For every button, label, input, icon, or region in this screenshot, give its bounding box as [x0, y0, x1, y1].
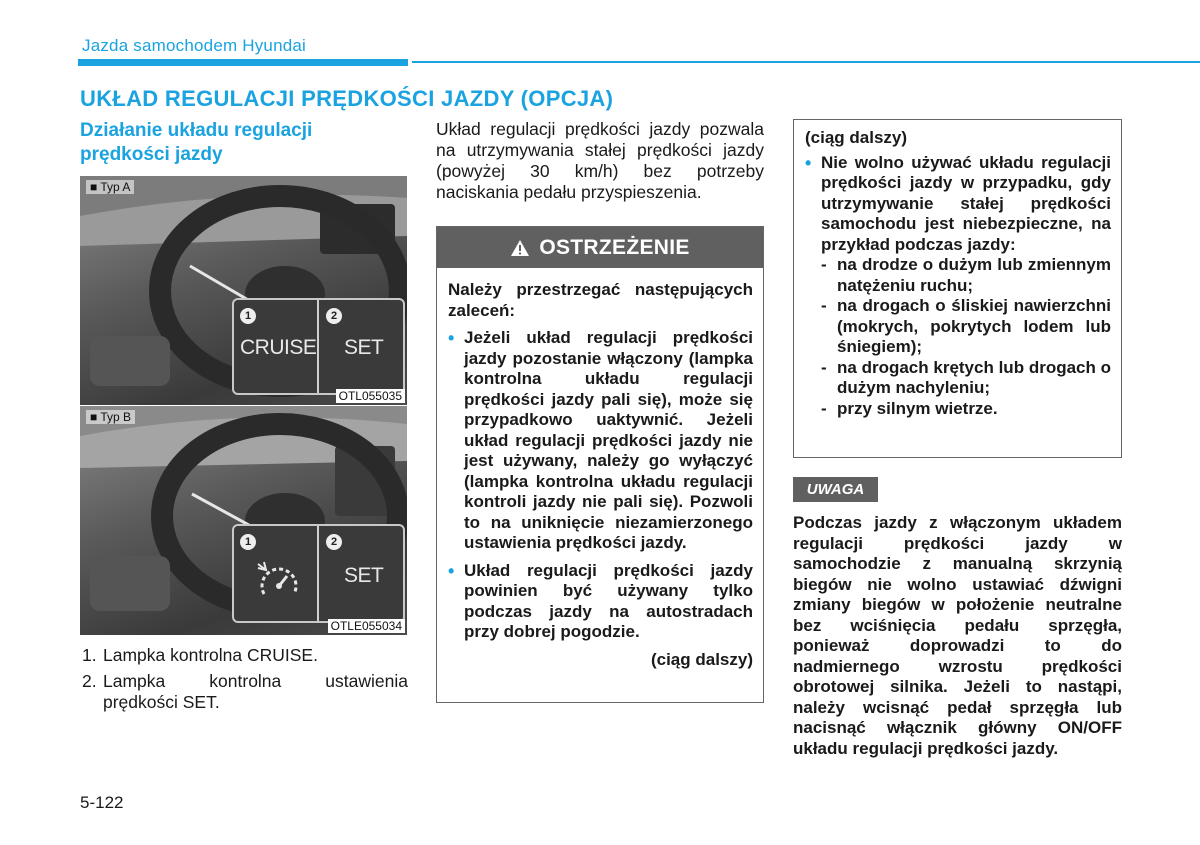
cruise-speedometer-icon: [254, 556, 304, 606]
figure-code: OTLE055034: [328, 619, 405, 633]
warning-header: [437, 227, 763, 268]
callout-1: 1: [240, 534, 256, 550]
warning-bullet: • Nie wolno używać układu regulacji prędkości jazdy w przypadku, gdy utrzymywanie stałej prędkości samochodu jest niebezpieczne, na przykład podczas jazdy:: [805, 152, 1111, 254]
indicator-list: [82, 645, 408, 718]
callout-2: 2: [326, 308, 342, 324]
set-indicator: SET: [344, 564, 384, 587]
page-number: 5-122: [80, 793, 124, 812]
indicator-inset-b: [232, 524, 405, 623]
uwaga-badge: UWAGA: [793, 477, 878, 502]
inset-divider: [317, 300, 319, 393]
figure-type-b: [80, 406, 407, 635]
bullet-dot: •: [448, 328, 455, 348]
warning-lead: Należy przestrzegać następujących zaleceń:: [448, 280, 753, 320]
sub-item: - na drogach krętych lub drogach o dużym nachyleniu;: [821, 357, 1111, 397]
inset-divider: [317, 526, 319, 621]
warning-bullet: • Jeżeli układ regulacji prędkości jazdy pozostanie włączony (lampka kontrolna układu regulacji prędkości jazdy pali się), może się przypadkowo uaktywnić. Jeżeli układ regulacji prędkości jazdy nie jest używany, należy go wyłączyć (lampka kontrolna układu regulacji kontroli jazdy nie pali się). Pozwoli to na uniknięcie niezamierzonego ustawienia prędkości jazdy.: [448, 328, 753, 552]
continued-label: (ciąg dalszy): [650, 649, 753, 669]
set-indicator: SET: [344, 336, 384, 359]
header-rule: [412, 61, 1200, 63]
cruise-indicator: CRUISE: [240, 336, 317, 359]
sub-item: - przy silnym wietrze.: [821, 398, 998, 418]
list-item: 2. Lampka kontrolna ustawienia prędkości SET.: [82, 671, 408, 712]
figure-code: OTL055035: [336, 389, 405, 403]
warning-body: [437, 268, 763, 670]
warning-bullet: • Układ regulacji prędkości jazdy powinien być używany tylko podczas jazdy na autostradach przy dobrej pogodzie.: [448, 560, 753, 641]
figure-type-a: [80, 176, 407, 405]
callout-1: 1: [240, 308, 256, 324]
bullet-dot: •: [805, 152, 812, 173]
section-header: Jazda samochodem Hyundai: [82, 36, 307, 55]
section-subtitle: Działanie układu regulacji prędkości jazdy: [80, 120, 313, 165]
continued-warning-box: [793, 119, 1122, 458]
page-title: UKŁAD REGULACJI PRĘDKOŚCI JAZDY (OPCJA): [80, 86, 614, 111]
warning-title: OSTRZEŻENIE: [539, 235, 690, 259]
indicator-inset-a: [232, 298, 405, 395]
callout-2: 2: [326, 534, 342, 550]
header-bar: [78, 59, 408, 66]
sub-item: - na drogach o śliskiej nawierzchni (mokrych, pokrytych lodem lub śniegiem);: [821, 296, 1111, 356]
bullet-dot: •: [448, 560, 455, 581]
intro-paragraph: Układ regulacji prędkości jazdy pozwala na utrzymywania stałej prędkości jazdy (powyżej 30 km/h) bez potrzeby naciskania pedału przyspieszenia.: [436, 119, 764, 202]
list-item: 1. Lampka kontrolna CRUISE.: [82, 645, 318, 665]
sub-item: - na drodze o dużym lub zmiennym natężeniu ruchu;: [821, 255, 1111, 295]
type-a-label: ■ Typ A: [86, 180, 134, 194]
type-b-label: ■ Typ B: [86, 410, 135, 424]
note-paragraph: Podczas jazdy z włączonym układem regulacji prędkości jazdy w samochodzie z manualną skrzynią biegów nie wolno ustawiać dźwigni zmiany biegów w położenie neutralne bez wciśnięcia pedału sprzęgła, ponieważ doprowadzi to do nadmiernego wzrostu prędkości obrotowej silnika. Jeżeli to nastąpi, należy wcisnąć pedał sprzęgła lub nacisnąć włącznik główny ON/OFF układu regulacji prędkości jazdy.: [793, 513, 1122, 758]
warning-box: [436, 226, 764, 703]
continued-heading: (ciąg dalszy): [805, 128, 908, 147]
warning-triangle-icon: [510, 239, 530, 257]
